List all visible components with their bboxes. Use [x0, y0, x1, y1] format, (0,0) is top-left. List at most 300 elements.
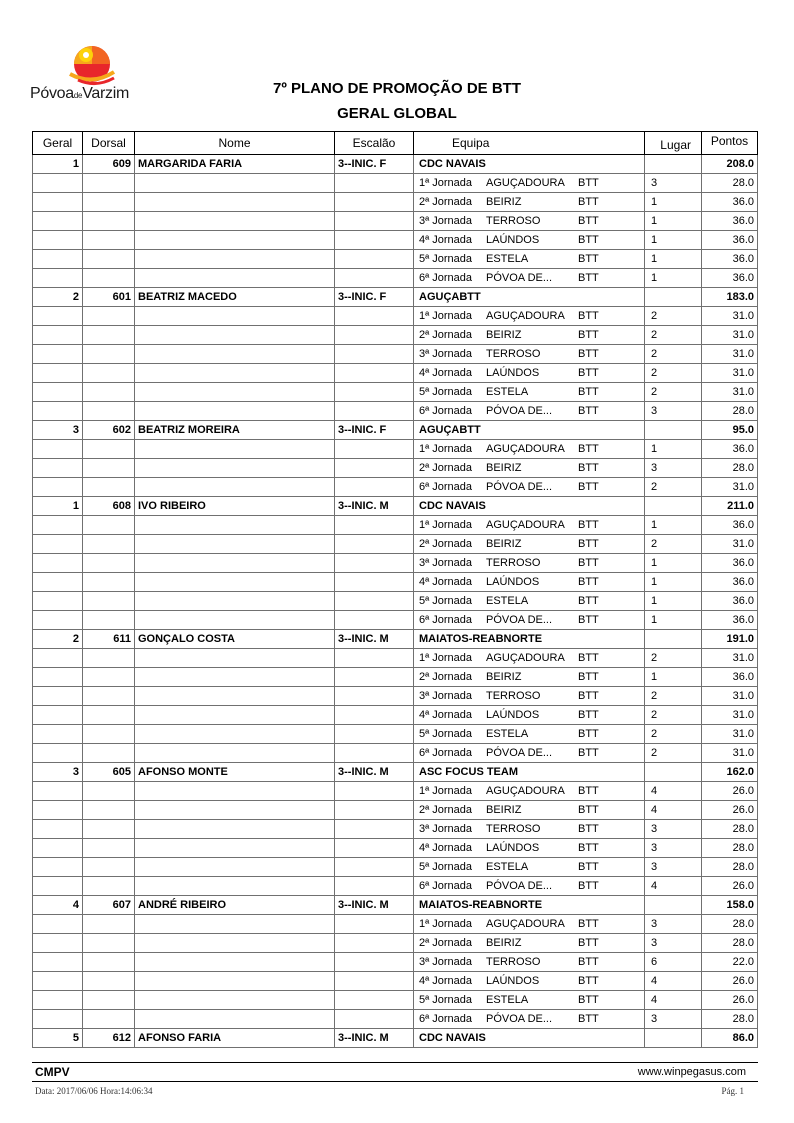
pontos-cell: 31.0 — [702, 364, 758, 383]
jornada-type: BTT — [578, 234, 599, 246]
jornada-label: 6ª Jornada — [419, 481, 472, 493]
jornada-cell — [414, 801, 645, 820]
escalao-cell — [335, 649, 414, 668]
pontos-cell: 22.0 — [702, 953, 758, 972]
nome-cell — [135, 858, 335, 877]
dorsal-cell — [83, 649, 135, 668]
dorsal-cell — [83, 706, 135, 725]
pontos-cell: 28.0 — [702, 934, 758, 953]
equipa-cell: AGUÇABTT — [414, 288, 645, 307]
pontos-cell: 26.0 — [702, 991, 758, 1010]
result-row — [33, 383, 758, 402]
jornada-label: 1ª Jornada — [419, 519, 472, 531]
dorsal-cell — [83, 459, 135, 478]
lugar-cell: 1 — [645, 611, 702, 630]
jornada-cell — [414, 1010, 645, 1029]
jornada-type: BTT — [578, 785, 599, 797]
nome-cell — [135, 611, 335, 630]
jornada-type: BTT — [578, 481, 599, 493]
dorsal-cell — [83, 478, 135, 497]
nome-cell — [135, 174, 335, 193]
nome-cell — [135, 250, 335, 269]
escalao-cell — [335, 744, 414, 763]
jornada-type: BTT — [578, 690, 599, 702]
pontos-cell: 31.0 — [702, 383, 758, 402]
lugar-cell — [645, 155, 702, 174]
jornada-label: 6ª Jornada — [419, 747, 472, 759]
result-row — [33, 592, 758, 611]
jornada-label: 6ª Jornada — [419, 614, 472, 626]
jornada-location: BEIRIZ — [486, 538, 522, 550]
nome-cell — [135, 782, 335, 801]
result-row — [33, 820, 758, 839]
dorsal-cell: 607 — [83, 896, 135, 915]
nome-cell: BEATRIZ MACEDO — [135, 288, 335, 307]
lugar-cell: 2 — [645, 326, 702, 345]
pontos-cell: 31.0 — [702, 687, 758, 706]
escalao-cell: 3--INIC. F — [335, 288, 414, 307]
escalao-cell — [335, 345, 414, 364]
escalao-cell — [335, 193, 414, 212]
jornada-cell — [414, 516, 645, 535]
jornada-location: BEIRIZ — [486, 937, 522, 949]
jornada-label: 1ª Jornada — [419, 785, 472, 797]
jornada-cell — [414, 383, 645, 402]
dorsal-cell — [83, 687, 135, 706]
nome-cell — [135, 307, 335, 326]
dorsal-cell — [83, 516, 135, 535]
jornada-location: TERROSO — [486, 348, 541, 360]
result-row — [33, 440, 758, 459]
result-row — [33, 459, 758, 478]
lugar-cell — [645, 896, 702, 915]
jornada-cell — [414, 839, 645, 858]
geral-cell — [33, 915, 83, 934]
athlete-row — [33, 763, 758, 782]
jornada-type: BTT — [578, 310, 599, 322]
jornada-label: 2ª Jornada — [419, 671, 472, 683]
jornada-cell — [414, 649, 645, 668]
dorsal-cell: 602 — [83, 421, 135, 440]
escalao-cell — [335, 383, 414, 402]
result-row — [33, 345, 758, 364]
jornada-label: 4ª Jornada — [419, 975, 472, 987]
result-row — [33, 858, 758, 877]
result-row — [33, 364, 758, 383]
jornada-label: 4ª Jornada — [419, 709, 472, 721]
dorsal-cell — [83, 953, 135, 972]
pontos-cell: 191.0 — [702, 630, 758, 649]
jornada-label: 1ª Jornada — [419, 177, 472, 189]
jornada-label: 4ª Jornada — [419, 234, 472, 246]
escalao-cell — [335, 706, 414, 725]
footer-org: CMPV — [35, 1065, 70, 1079]
lugar-cell: 4 — [645, 782, 702, 801]
lugar-cell: 4 — [645, 972, 702, 991]
jornada-type: BTT — [578, 975, 599, 987]
result-row — [33, 953, 758, 972]
result-row — [33, 972, 758, 991]
dorsal-cell — [83, 364, 135, 383]
lugar-cell: 2 — [645, 307, 702, 326]
jornada-type: BTT — [578, 918, 599, 930]
escalao-cell — [335, 668, 414, 687]
nome-cell — [135, 934, 335, 953]
povoa-de-varzim-logo — [30, 40, 155, 112]
dorsal-cell — [83, 212, 135, 231]
geral-cell: 4 — [33, 896, 83, 915]
col-pontos: Pontos — [702, 132, 758, 155]
escalao-cell — [335, 725, 414, 744]
lugar-cell: 6 — [645, 953, 702, 972]
lugar-cell: 3 — [645, 820, 702, 839]
jornada-label: 3ª Jornada — [419, 956, 472, 968]
jornada-location: LAÚNDOS — [486, 842, 540, 854]
jornada-type: BTT — [578, 386, 599, 398]
lugar-cell: 1 — [645, 516, 702, 535]
geral-cell — [33, 440, 83, 459]
result-row — [33, 478, 758, 497]
equipa-cell: CDC NAVAIS — [414, 1029, 645, 1048]
nome-cell: IVO RIBEIRO — [135, 497, 335, 516]
pontos-cell: 36.0 — [702, 668, 758, 687]
pontos-cell: 31.0 — [702, 649, 758, 668]
jornada-type: BTT — [578, 253, 599, 265]
jornada-label: 2ª Jornada — [419, 196, 472, 208]
jornada-label: 2ª Jornada — [419, 329, 472, 341]
jornada-cell — [414, 174, 645, 193]
nome-cell — [135, 554, 335, 573]
dorsal-cell — [83, 269, 135, 288]
result-row — [33, 554, 758, 573]
footer-date: Data: 2017/06/06 Hora:14:06:34 — [35, 1086, 153, 1096]
geral-cell — [33, 307, 83, 326]
geral-cell — [33, 193, 83, 212]
jornada-location: AGUÇADOURA — [486, 310, 565, 322]
dorsal-cell — [83, 383, 135, 402]
dorsal-cell — [83, 668, 135, 687]
jornada-label: 3ª Jornada — [419, 690, 472, 702]
jornada-location: TERROSO — [486, 215, 541, 227]
lugar-cell: 2 — [645, 725, 702, 744]
athlete-row — [33, 155, 758, 174]
pontos-cell: 26.0 — [702, 782, 758, 801]
jornada-type: BTT — [578, 595, 599, 607]
pontos-cell: 36.0 — [702, 250, 758, 269]
lugar-cell: 1 — [645, 440, 702, 459]
jornada-cell — [414, 212, 645, 231]
dorsal-cell: 608 — [83, 497, 135, 516]
jornada-type: BTT — [578, 842, 599, 854]
nome-cell — [135, 516, 335, 535]
jornada-location: LAÚNDOS — [486, 975, 540, 987]
jornada-label: 1ª Jornada — [419, 443, 472, 455]
dorsal-cell — [83, 934, 135, 953]
lugar-cell: 2 — [645, 706, 702, 725]
escalao-cell — [335, 516, 414, 535]
jornada-cell — [414, 611, 645, 630]
jornada-cell — [414, 440, 645, 459]
pontos-cell: 28.0 — [702, 1010, 758, 1029]
jornada-type: BTT — [578, 956, 599, 968]
lugar-cell: 2 — [645, 744, 702, 763]
dorsal-cell: 612 — [83, 1029, 135, 1048]
escalao-cell — [335, 307, 414, 326]
nome-cell — [135, 535, 335, 554]
jornada-cell — [414, 364, 645, 383]
nome-cell — [135, 915, 335, 934]
nome-cell — [135, 687, 335, 706]
escalao-cell — [335, 402, 414, 421]
jornada-cell — [414, 326, 645, 345]
dorsal-cell — [83, 744, 135, 763]
lugar-cell: 2 — [645, 345, 702, 364]
jornada-location: AGUÇADOURA — [486, 519, 565, 531]
geral-cell — [33, 326, 83, 345]
nome-cell — [135, 972, 335, 991]
jornada-type: BTT — [578, 557, 599, 569]
jornada-type: BTT — [578, 861, 599, 873]
jornada-location: BEIRIZ — [486, 671, 522, 683]
geral-cell — [33, 668, 83, 687]
jornada-type: BTT — [578, 937, 599, 949]
escalao-cell — [335, 820, 414, 839]
pontos-cell: 208.0 — [702, 155, 758, 174]
jornada-label: 5ª Jornada — [419, 386, 472, 398]
geral-cell — [33, 250, 83, 269]
result-row — [33, 193, 758, 212]
pontos-cell: 31.0 — [702, 345, 758, 364]
jornada-location: ESTELA — [486, 386, 529, 398]
escalao-cell — [335, 953, 414, 972]
nome-cell — [135, 877, 335, 896]
jornada-location: LAÚNDOS — [486, 367, 540, 379]
jornada-label: 2ª Jornada — [419, 538, 472, 550]
jornada-location: AGUÇADOURA — [486, 785, 565, 797]
result-row — [33, 611, 758, 630]
nome-cell: AFONSO MONTE — [135, 763, 335, 782]
result-row — [33, 516, 758, 535]
result-row — [33, 174, 758, 193]
jornada-cell — [414, 820, 645, 839]
dorsal-cell — [83, 991, 135, 1010]
footer-website: www.winpegasus.com — [637, 1066, 746, 1078]
pontos-cell: 158.0 — [702, 896, 758, 915]
escalao-cell — [335, 934, 414, 953]
escalao-cell — [335, 440, 414, 459]
lugar-cell: 3 — [645, 174, 702, 193]
lugar-cell: 3 — [645, 459, 702, 478]
nome-cell — [135, 573, 335, 592]
nome-cell — [135, 820, 335, 839]
pontos-cell: 26.0 — [702, 877, 758, 896]
lugar-cell: 2 — [645, 535, 702, 554]
jornada-type: BTT — [578, 652, 599, 664]
geral-cell — [33, 269, 83, 288]
result-row — [33, 877, 758, 896]
nome-cell — [135, 744, 335, 763]
dorsal-cell — [83, 174, 135, 193]
dorsal-cell: 609 — [83, 155, 135, 174]
escalao-cell — [335, 478, 414, 497]
result-row — [33, 307, 758, 326]
nome-cell — [135, 459, 335, 478]
geral-cell — [33, 383, 83, 402]
jornada-type: BTT — [578, 538, 599, 550]
jornada-type: BTT — [578, 215, 599, 227]
nome-cell — [135, 953, 335, 972]
lugar-cell: 1 — [645, 269, 702, 288]
pontos-cell: 28.0 — [702, 402, 758, 421]
lugar-cell — [645, 421, 702, 440]
escalao-cell — [335, 991, 414, 1010]
dorsal-cell — [83, 345, 135, 364]
jornada-label: 3ª Jornada — [419, 823, 472, 835]
lugar-cell: 2 — [645, 364, 702, 383]
jornada-location: LAÚNDOS — [486, 576, 540, 588]
nome-cell: GONÇALO COSTA — [135, 630, 335, 649]
table-header — [33, 132, 758, 155]
escalao-cell: 3--INIC. F — [335, 421, 414, 440]
nome-cell: ANDRÉ RIBEIRO — [135, 896, 335, 915]
pontos-cell: 31.0 — [702, 478, 758, 497]
escalao-cell — [335, 801, 414, 820]
jornada-label: 4ª Jornada — [419, 842, 472, 854]
footer-rule-2 — [32, 1081, 758, 1082]
result-row — [33, 668, 758, 687]
athlete-row — [33, 421, 758, 440]
pontos-cell: 211.0 — [702, 497, 758, 516]
result-row — [33, 212, 758, 231]
jornada-cell — [414, 687, 645, 706]
nome-cell — [135, 269, 335, 288]
pontos-cell: 31.0 — [702, 535, 758, 554]
jornada-location: PÓVOA DE... — [486, 405, 553, 417]
lugar-cell: 1 — [645, 212, 702, 231]
nome-cell — [135, 801, 335, 820]
jornada-label: 3ª Jornada — [419, 557, 472, 569]
geral-cell — [33, 782, 83, 801]
jornada-type: BTT — [578, 177, 599, 189]
jornada-location: ESTELA — [486, 253, 529, 265]
jornada-label: 3ª Jornada — [419, 215, 472, 227]
escalao-cell — [335, 554, 414, 573]
jornada-type: BTT — [578, 1013, 599, 1025]
lugar-cell: 1 — [645, 250, 702, 269]
jornada-label: 6ª Jornada — [419, 880, 472, 892]
result-row — [33, 744, 758, 763]
jornada-cell — [414, 915, 645, 934]
pontos-cell: 31.0 — [702, 744, 758, 763]
lugar-cell: 3 — [645, 1010, 702, 1029]
nome-cell — [135, 592, 335, 611]
jornada-cell — [414, 535, 645, 554]
jornada-type: BTT — [578, 747, 599, 759]
report-title: 7º PLANO DE PROMOÇÃO DE BTT — [273, 80, 521, 97]
jornada-label: 5ª Jornada — [419, 861, 472, 873]
jornada-location: PÓVOA DE... — [486, 272, 553, 284]
nome-cell — [135, 345, 335, 364]
escalao-cell — [335, 459, 414, 478]
dorsal-cell — [83, 858, 135, 877]
lugar-cell: 1 — [645, 668, 702, 687]
lugar-cell — [645, 630, 702, 649]
geral-cell — [33, 345, 83, 364]
jornada-cell — [414, 725, 645, 744]
geral-cell — [33, 459, 83, 478]
geral-cell — [33, 174, 83, 193]
jornada-location: BEIRIZ — [486, 329, 522, 341]
nome-cell — [135, 649, 335, 668]
dorsal-cell: 611 — [83, 630, 135, 649]
pontos-cell: 36.0 — [702, 611, 758, 630]
lugar-cell: 2 — [645, 687, 702, 706]
lugar-cell: 4 — [645, 801, 702, 820]
jornada-label: 5ª Jornada — [419, 595, 472, 607]
pontos-cell: 28.0 — [702, 820, 758, 839]
nome-cell: MARGARIDA FARIA — [135, 155, 335, 174]
escalao-cell — [335, 174, 414, 193]
jornada-cell — [414, 858, 645, 877]
jornada-cell — [414, 269, 645, 288]
jornada-location: ESTELA — [486, 728, 529, 740]
jornada-label: 2ª Jornada — [419, 804, 472, 816]
lugar-cell: 1 — [645, 231, 702, 250]
result-row — [33, 649, 758, 668]
lugar-cell: 3 — [645, 839, 702, 858]
jornada-label: 1ª Jornada — [419, 310, 472, 322]
escalao-cell: 3--INIC. F — [335, 155, 414, 174]
escalao-cell — [335, 915, 414, 934]
pontos-cell: 28.0 — [702, 459, 758, 478]
col-escalao: Escalão — [335, 132, 414, 155]
geral-cell — [33, 1010, 83, 1029]
geral-cell — [33, 402, 83, 421]
geral-cell — [33, 858, 83, 877]
escalao-cell — [335, 972, 414, 991]
dorsal-cell — [83, 554, 135, 573]
pontos-cell: 26.0 — [702, 801, 758, 820]
escalao-cell — [335, 782, 414, 801]
dorsal-cell — [83, 877, 135, 896]
jornada-type: BTT — [578, 804, 599, 816]
dorsal-cell — [83, 972, 135, 991]
escalao-cell: 3--INIC. M — [335, 630, 414, 649]
lugar-cell — [645, 288, 702, 307]
result-row — [33, 535, 758, 554]
nome-cell — [135, 193, 335, 212]
pontos-cell: 31.0 — [702, 706, 758, 725]
jornada-cell — [414, 554, 645, 573]
jornada-location: AGUÇADOURA — [486, 177, 565, 189]
result-row — [33, 231, 758, 250]
jornada-type: BTT — [578, 348, 599, 360]
jornada-label: 5ª Jornada — [419, 728, 472, 740]
pontos-cell: 31.0 — [702, 307, 758, 326]
equipa-cell: CDC NAVAIS — [414, 155, 645, 174]
result-row — [33, 250, 758, 269]
jornada-location: TERROSO — [486, 823, 541, 835]
dorsal-cell — [83, 231, 135, 250]
pontos-cell: 36.0 — [702, 440, 758, 459]
nome-cell — [135, 402, 335, 421]
pontos-cell: 28.0 — [702, 915, 758, 934]
escalao-cell — [335, 592, 414, 611]
lugar-cell: 3 — [645, 934, 702, 953]
escalao-cell — [335, 839, 414, 858]
lugar-cell: 1 — [645, 554, 702, 573]
geral-cell — [33, 839, 83, 858]
